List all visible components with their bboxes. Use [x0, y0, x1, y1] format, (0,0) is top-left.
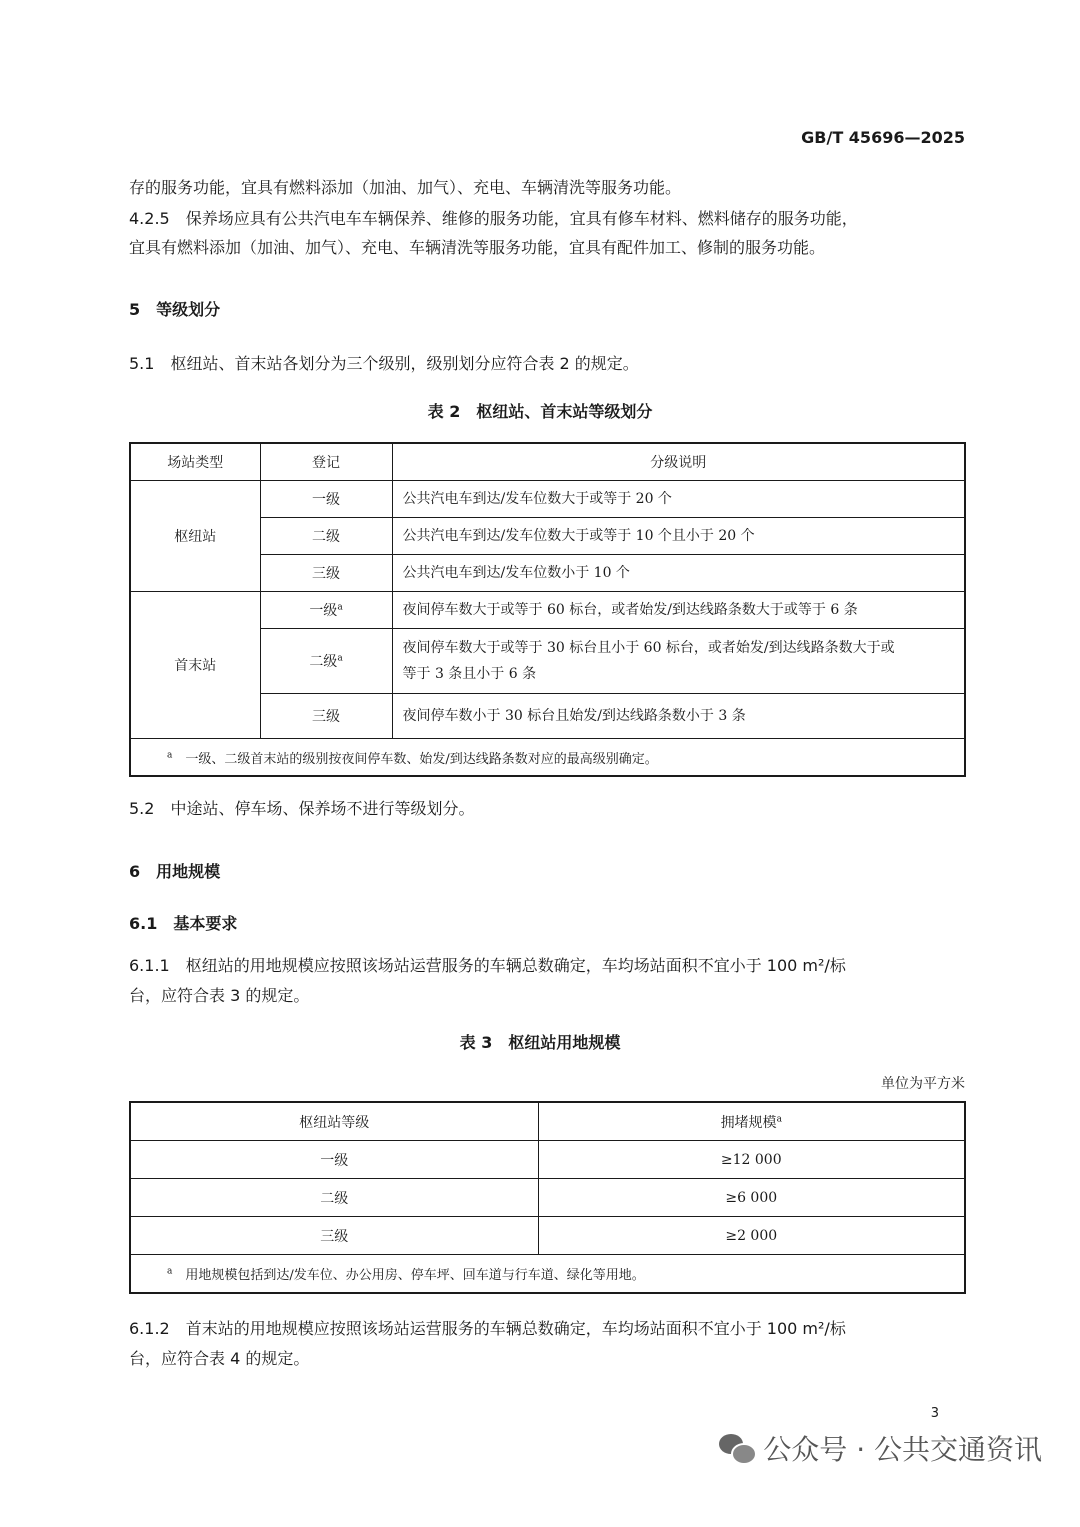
- level-cell: 一级: [260, 481, 392, 518]
- table-row: [130, 1217, 965, 1255]
- table-2: [129, 442, 966, 777]
- description-cell: 公共汽电车到达/发车位数大于或等于 20 个: [392, 481, 965, 518]
- paragraph-5-2: 5.2 中途站、停车场、保养场不进行等级划分。: [129, 799, 475, 818]
- paragraph-6-1-1-line2: 台，应符合表 3 的规定。: [129, 986, 310, 1005]
- table-footnote-row: [130, 1255, 965, 1294]
- table-3: [129, 1101, 966, 1294]
- table-header-row: [130, 1102, 965, 1141]
- table-header-row: [130, 443, 965, 481]
- table-header-cell: 场站类型: [130, 443, 260, 481]
- level-cell: 二级$^a$: [260, 629, 392, 694]
- description-cell: 夜间停车数大于或等于 30 标台且小于 60 标台，或者始发/到达线路条数大于或 等于 3 条且小于 6 条: [392, 629, 965, 694]
- table-header-cell: 拥堵规模$^a$: [538, 1102, 965, 1141]
- table-header-cell: 分级说明: [392, 443, 965, 481]
- paragraph-continuation: 存的服务功能，宜具有燃料添加（加油、加气）、充电、车辆清洗等服务功能。: [129, 178, 682, 197]
- section-6-1-heading: 6.1 基本要求: [129, 914, 238, 933]
- watermark: [719, 1428, 1042, 1468]
- page-number: 3: [930, 1406, 939, 1421]
- description-cell: 夜间停车数小于 30 标台且始发/到达线路条数小于 3 条: [392, 694, 965, 739]
- paragraph-6-1-2-line2: 台，应符合表 4 的规定。: [129, 1349, 310, 1368]
- level-cell: 三级: [260, 555, 392, 592]
- level-cell: 三级: [260, 694, 392, 739]
- table-row: [130, 481, 965, 518]
- station-type-terminal: 首末站: [130, 592, 260, 739]
- level-cell: 一级: [130, 1141, 538, 1179]
- description-cell: 夜间停车数大于或等于 60 标台，或者始发/到达线路条数大于或等于 6 条: [392, 592, 965, 629]
- paragraph-5-1: 5.1 枢纽站、首末站各划分为三个级别，级别划分应符合表 2 的规定。: [129, 354, 639, 373]
- table-row: [130, 1141, 965, 1179]
- paragraph-4-2-5-line1: 4.2.5 保养场应具有公共汽电车车辆保养、维修的服务功能，宜具有修车材料、燃料储存的服务功能，: [129, 209, 858, 228]
- table-3-caption: 表 3 枢纽站用地规模: [459, 1033, 621, 1052]
- paragraph-6-1-2-line1: 6.1.2 首末站的用地规模应按照该场站运营服务的车辆总数确定，车均场站面积不宜小于 100 m²/标: [129, 1319, 846, 1338]
- description-cell: 公共汽电车到达/发车位数小于 10 个: [392, 555, 965, 592]
- table-footnote-row: [130, 739, 965, 777]
- table-header-cell: 枢纽站等级: [130, 1102, 538, 1141]
- table-row: [130, 592, 965, 629]
- level-cell: 三级: [130, 1217, 538, 1255]
- section-5-heading: 5 等级划分: [129, 300, 221, 319]
- level-cell: 二级: [130, 1179, 538, 1217]
- value-cell: ≥12 000: [538, 1141, 965, 1179]
- table-3-unit: 单位为平方米: [881, 1076, 965, 1092]
- value-cell: ≥2 000: [538, 1217, 965, 1255]
- table-footnote: $^a$ 一级、二级首末站的级别按夜间停车数、始发/到达线路条数对应的最高级别确定。: [130, 739, 965, 777]
- level-cell: 二级: [260, 518, 392, 555]
- table-2-caption: 表 2 枢纽站、首末站等级划分: [427, 402, 653, 421]
- footnote-mark: a: [776, 1113, 782, 1124]
- watermark-text: 公众号 · 公共交通资讯: [763, 1433, 1042, 1466]
- level-cell: 一级$^a$: [260, 592, 392, 629]
- description-cell: 公共汽电车到达/发车位数大于或等于 10 个且小于 20 个: [392, 518, 965, 555]
- table-header-cell: 登记: [260, 443, 392, 481]
- station-type-hub: 枢纽站: [130, 481, 260, 592]
- value-cell: ≥6 000: [538, 1179, 965, 1217]
- wechat-icon: [719, 1434, 753, 1462]
- standard-number: GB/T 45696—2025: [801, 128, 965, 147]
- table-footnote: $^a$ 用地规模包括到达/发车位、办公用房、停车坪、回车道与行车道、绿化等用地。: [130, 1255, 965, 1294]
- paragraph-4-2-5-line2: 宜具有燃料添加（加油、加气）、充电、车辆清洗等服务功能，宜具有配件加工、修制的服务功能。: [129, 238, 826, 257]
- paragraph-6-1-1-line1: 6.1.1 枢纽站的用地规模应按照该场站运营服务的车辆总数确定，车均场站面积不宜小于 100 m²/标: [129, 956, 846, 975]
- footnote-mark: a: [337, 653, 343, 664]
- footnote-mark: a: [337, 602, 343, 613]
- table-row: [130, 1179, 965, 1217]
- section-6-heading: 6 用地规模: [129, 862, 221, 881]
